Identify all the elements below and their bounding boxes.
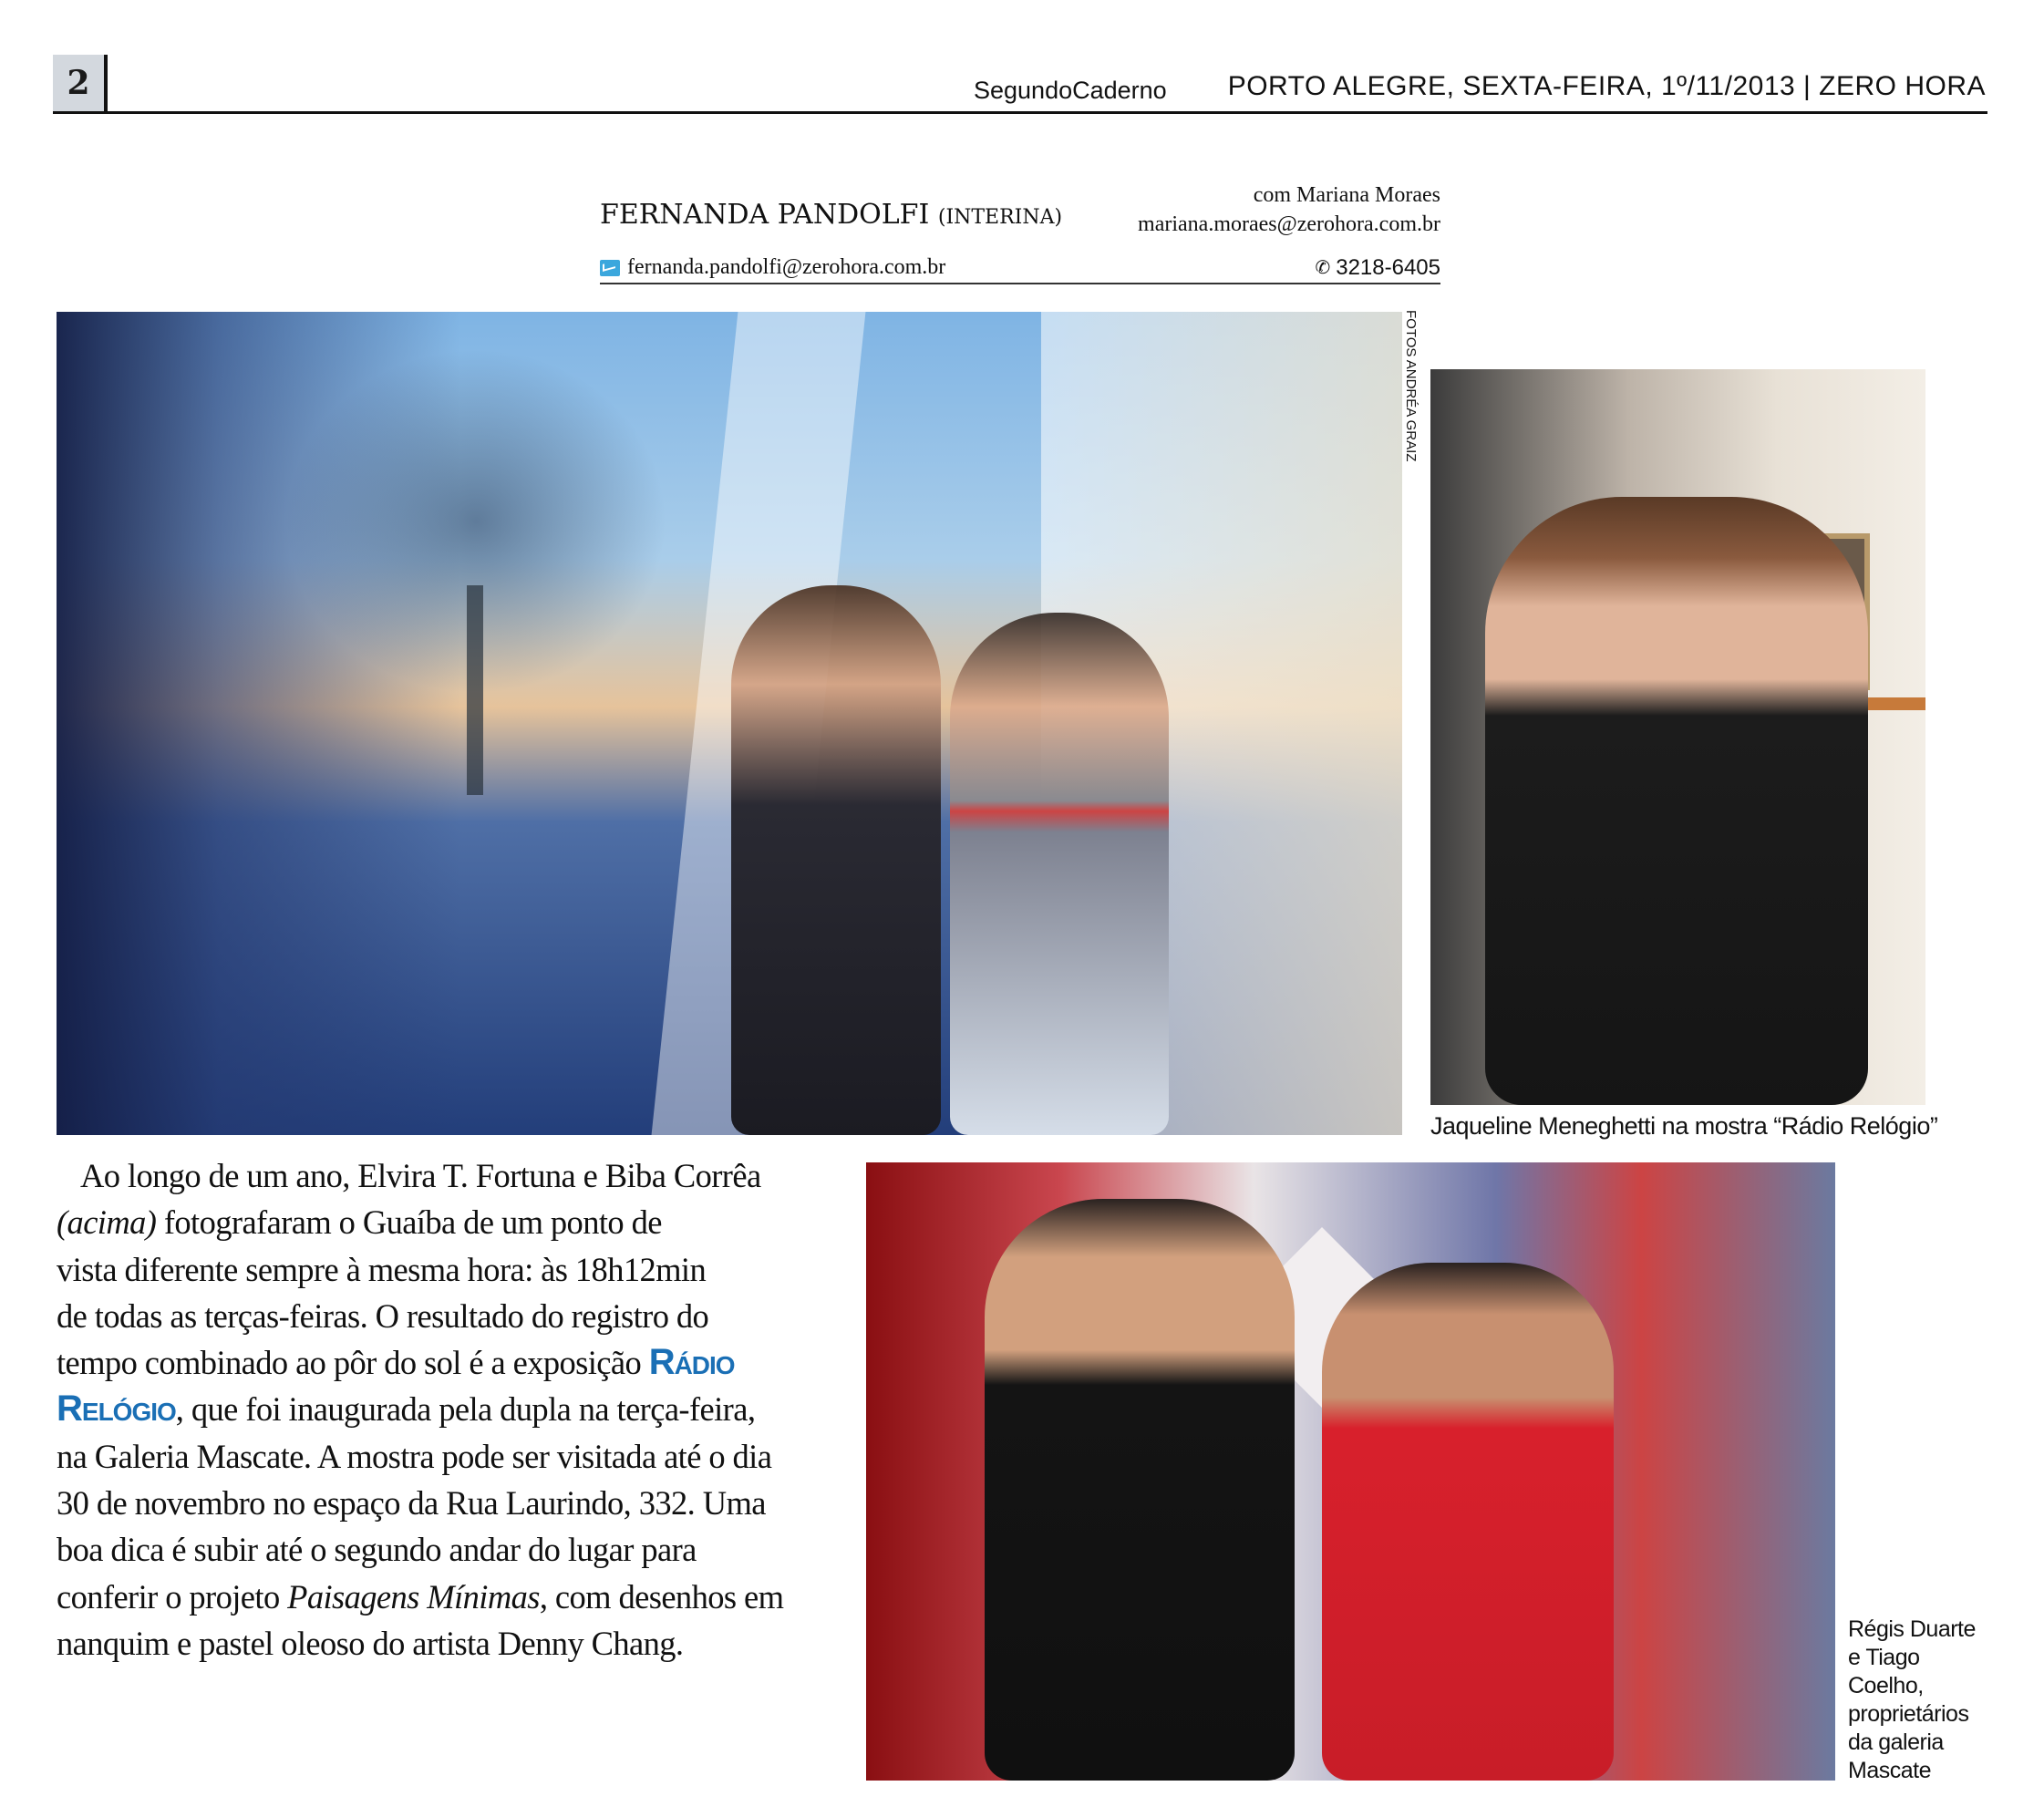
- photo-man-right: [1322, 1263, 1614, 1781]
- caption-right-photo: Jaqueline Meneghetti na mostra “Rádio Relógio”: [1430, 1112, 1938, 1140]
- caption-bottom-line: e Tiago: [1848, 1645, 1920, 1670]
- column-author-email: [600, 255, 945, 280]
- article-line: 30 de novembro no espaço da Rua Laurindo, 332. Uma: [57, 1484, 766, 1523]
- photo-tree-trunk: [467, 585, 483, 795]
- article-line: boa dica é subir até o segundo andar do lugar para: [57, 1531, 697, 1569]
- article-line: nanquim e pastel oleoso do artista Denny Chang.: [57, 1624, 684, 1662]
- collaborator-email: mariana.moraes@zerohora.com.br: [1138, 212, 1440, 236]
- phone-text: 3218-6405: [1336, 255, 1440, 280]
- column-phone: [1315, 255, 1440, 281]
- article-line: [57, 1199, 822, 1245]
- photo-person-left: [731, 585, 941, 1135]
- article-text: , com desenhos em: [539, 1577, 784, 1616]
- right-photo: [1430, 369, 1925, 1105]
- phone-icon: ✆: [1315, 258, 1331, 278]
- project-name: Paisagens Mínimas: [287, 1577, 540, 1616]
- article-italic: (acima): [57, 1203, 157, 1242]
- photo-person-right: [950, 613, 1169, 1135]
- section-name: SegundoCaderno: [974, 77, 1167, 104]
- collaborator-name: com Mariana Moraes: [1253, 183, 1440, 207]
- article-line: [57, 1339, 822, 1386]
- column-author: [600, 199, 1062, 231]
- column-author-role: (INTERINA): [937, 206, 1063, 229]
- article-line: [57, 1574, 822, 1620]
- exhibition-name-part1: Rádio: [648, 1342, 735, 1383]
- article-text: , que foi inaugurada pela dupla na terça-feira,: [175, 1390, 756, 1429]
- exhibition-name-part2: Relógio: [57, 1389, 176, 1430]
- article-line: [57, 1386, 822, 1432]
- header-rule: [53, 111, 1987, 114]
- article-text: conferir o projeto: [57, 1577, 288, 1616]
- article-line: de todas as terças-feiras. O resultado do registro do: [57, 1296, 709, 1335]
- caption-bottom-line: Régis Duarte: [1848, 1616, 1976, 1642]
- caption-bottom-photo: [1848, 1616, 1976, 1785]
- article-line: vista diferente sempre à mesma hora: às 18h12min: [57, 1250, 707, 1288]
- caption-bottom-line: da galeria: [1848, 1729, 1944, 1755]
- main-photo: [57, 312, 1402, 1135]
- column-rule: [600, 283, 1440, 284]
- caption-bottom-line: Coelho,: [1848, 1673, 1924, 1698]
- photo-man-left: [985, 1199, 1295, 1781]
- page-number-bar: [104, 55, 108, 111]
- page-number: 2: [53, 55, 104, 111]
- dateline: PORTO ALEGRE, SEXTA-FEIRA, 1º/11/2013 | ZERO HORA: [1227, 71, 1986, 101]
- author-email-text: fernanda.pandolfi@zerohora.com.br: [627, 255, 946, 279]
- mail-icon: [600, 260, 620, 276]
- caption-bottom-line: Mascate: [1848, 1758, 1931, 1783]
- article-line: Ao longo de um ano, Elvira T. Fortuna e Biba Corrêa: [80, 1157, 761, 1194]
- article-body: [57, 1152, 822, 1667]
- column-collaborator: [1138, 181, 1440, 239]
- photo-woman: [1485, 497, 1868, 1105]
- article-text: tempo combinado ao pôr do sol é a exposição: [57, 1344, 649, 1382]
- caption-bottom-line: proprietários: [1848, 1701, 1969, 1727]
- column-author-name: FERNANDA PANDOLFI: [600, 199, 930, 231]
- bottom-photo: [866, 1162, 1835, 1781]
- article-line: na Galeria Mascate. A mostra pode ser visitada até o dia: [57, 1437, 772, 1475]
- photo-credit: FOTOS ANDRÉA GRAIZ: [1403, 310, 1419, 462]
- article-text: fotografaram o Guaíba de um ponto de: [156, 1203, 662, 1242]
